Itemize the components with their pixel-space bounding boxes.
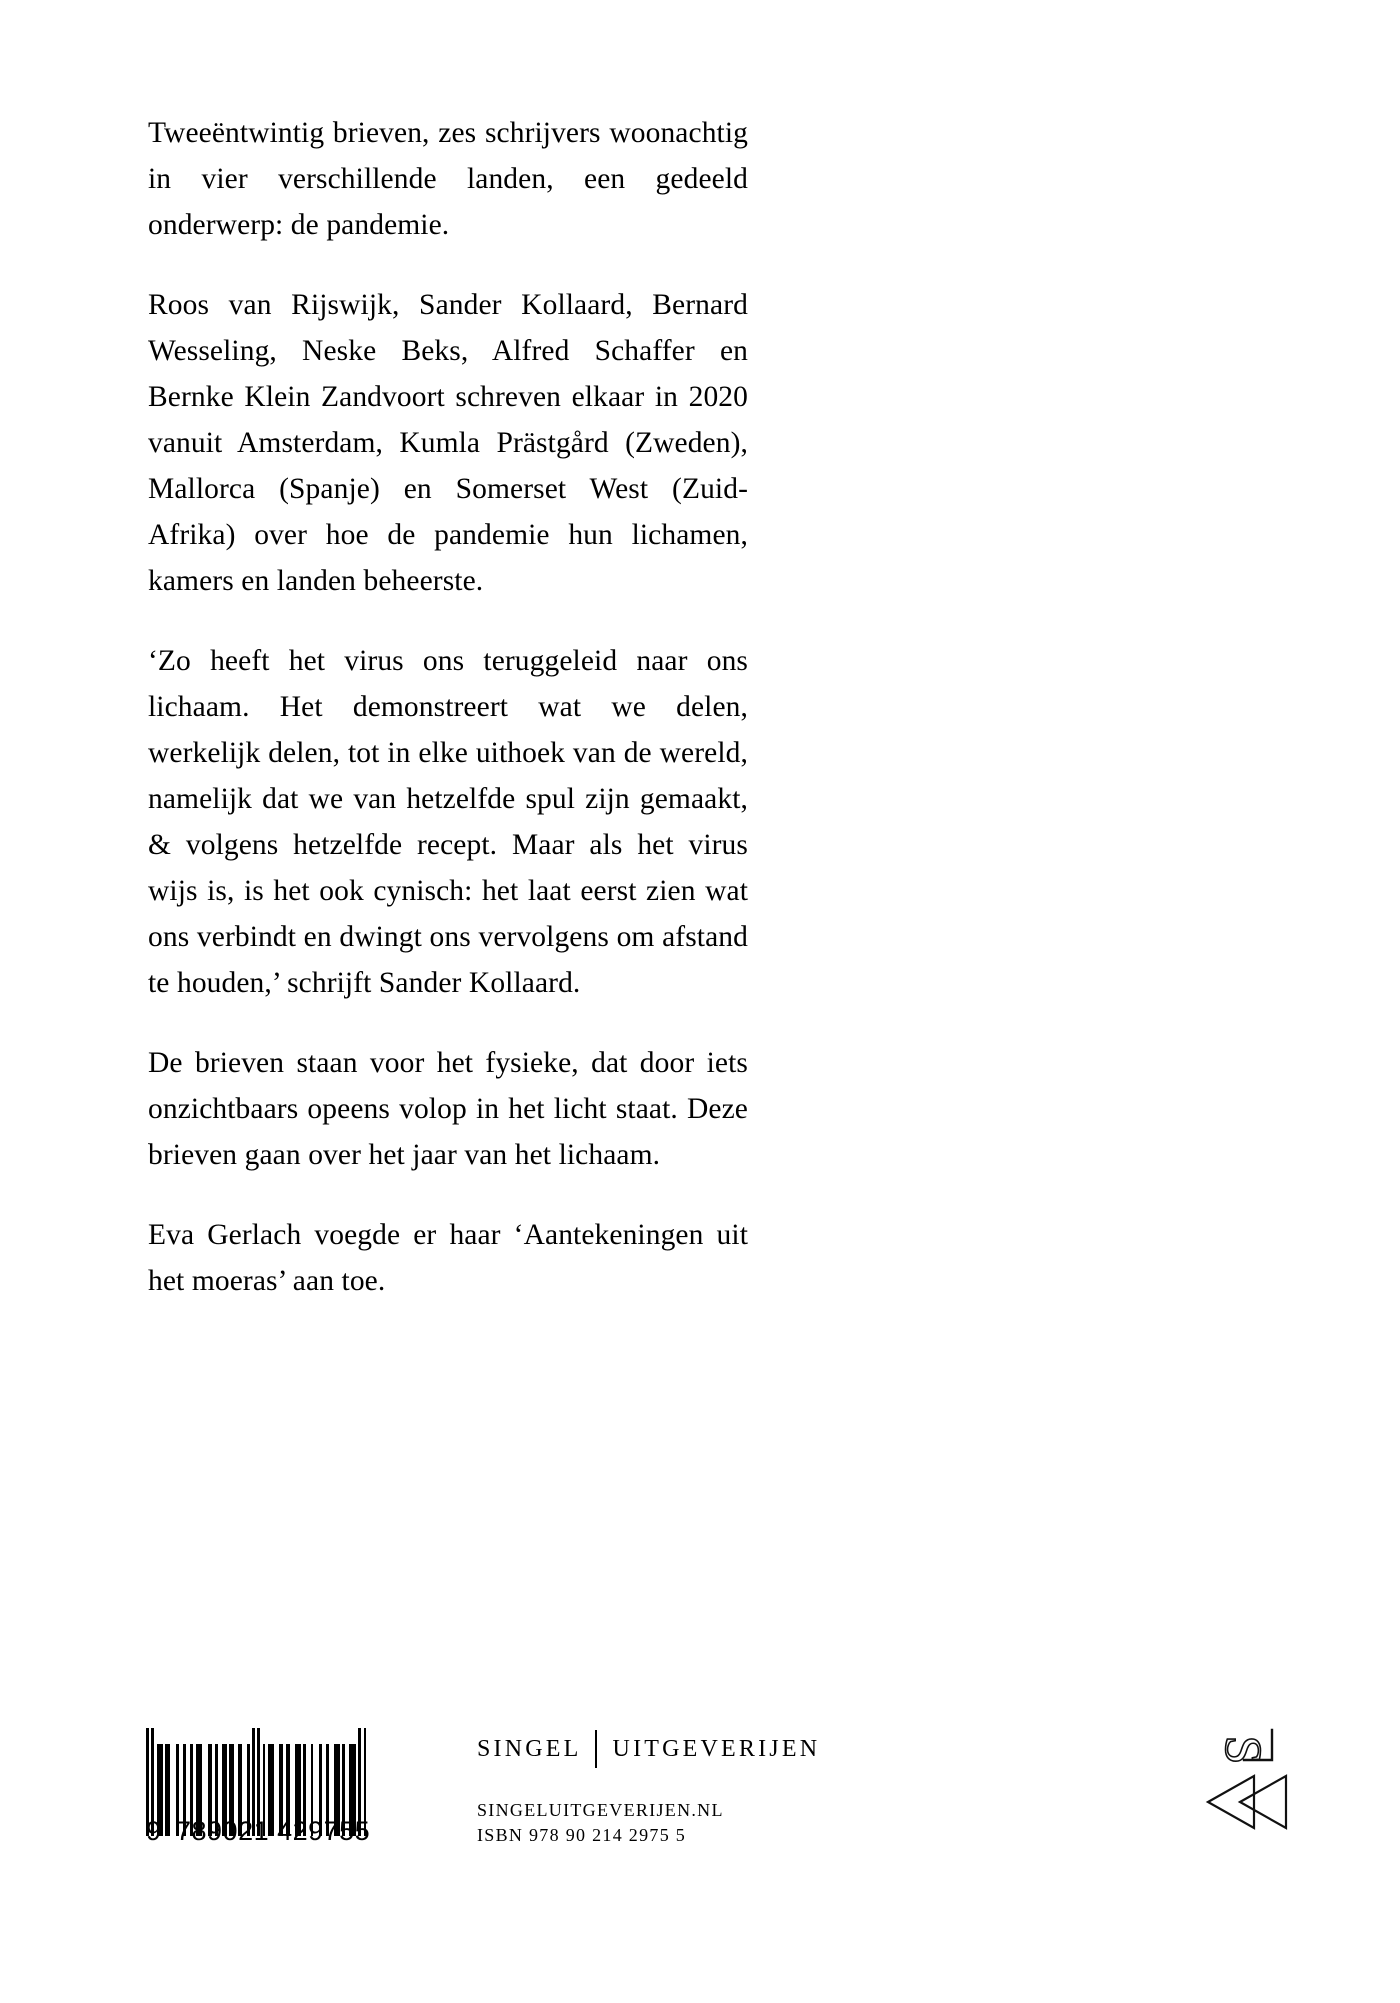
isbn-text: ISBN 978 90 214 2975 5	[477, 1825, 687, 1845]
blurb-paragraph-5: Eva Gerlach voegde er haar ‘Aantekeningen uit het moeras’ aan toe.	[148, 1219, 748, 1297]
isbn-barcode	[146, 1728, 371, 1846]
svg-text:S: S	[1214, 1735, 1272, 1765]
publisher-meta	[477, 1798, 820, 1848]
publisher-lockup	[477, 1730, 820, 1848]
blurb-text-block	[148, 110, 748, 1304]
publisher-website: SINGELUITGEVERIJEN.NL	[477, 1800, 724, 1820]
cover-footer	[0, 1690, 1400, 1890]
blurb-paragraph-2: Roos van Rijswijk, Sander Kollaard, Bernard Wesseling, Neske Beks, Alfred Schaffer en Bernke Klein Zandvoort schreven elkaar in 2020 vanuit Amsterdam, Kumla Prästgård (Zweden), Mallorca (Spanje) en Somerset West (Zuid-Afrika) over hoe de pandemie hun lichamen, kamers en landen beheerste.	[148, 289, 748, 597]
publisher-divider-rule	[595, 1730, 597, 1768]
barcode-lead-digit: 9	[146, 1816, 162, 1846]
barcode-digits	[146, 1816, 378, 1940]
imprint-logo-icon	[1196, 1714, 1316, 1844]
publisher-name-left: SINGEL	[477, 1736, 582, 1762]
blurb-paragraph-4: De brieven staan voor het fysieke, dat door iets onzichtbaars opeens volop in het licht staat. Deze brieven gaan over het jaar van het lichaam.	[148, 1047, 748, 1171]
blurb-quote-paragraph: ‘Zo heeft het virus ons teruggeleid naar ons lichaam. Het demonstreert wat we delen, werkelijk delen, tot in elke uithoek van de wereld, namelijk dat we van hetzelfde spul zijn gemaakt, & volgens hetzelfde recept. Maar als het virus wijs is, is het ook cynisch: het laat eerst zien wat ons verbindt en dwingt ons vervolgens om afstand te houden,’ schrijft Sander Kollaard.	[148, 645, 748, 999]
publisher-logo	[477, 1730, 820, 1768]
publisher-name-right: UITGEVERIJEN	[612, 1736, 821, 1762]
barcode-main-digits: 789021 429755	[176, 1816, 371, 1846]
blurb-paragraph-1: Tweeëntwintig brieven, zes schrijvers woonachtig in vier verschillende landen, een gedeeld onderwerp: de pandemie.	[148, 117, 748, 241]
